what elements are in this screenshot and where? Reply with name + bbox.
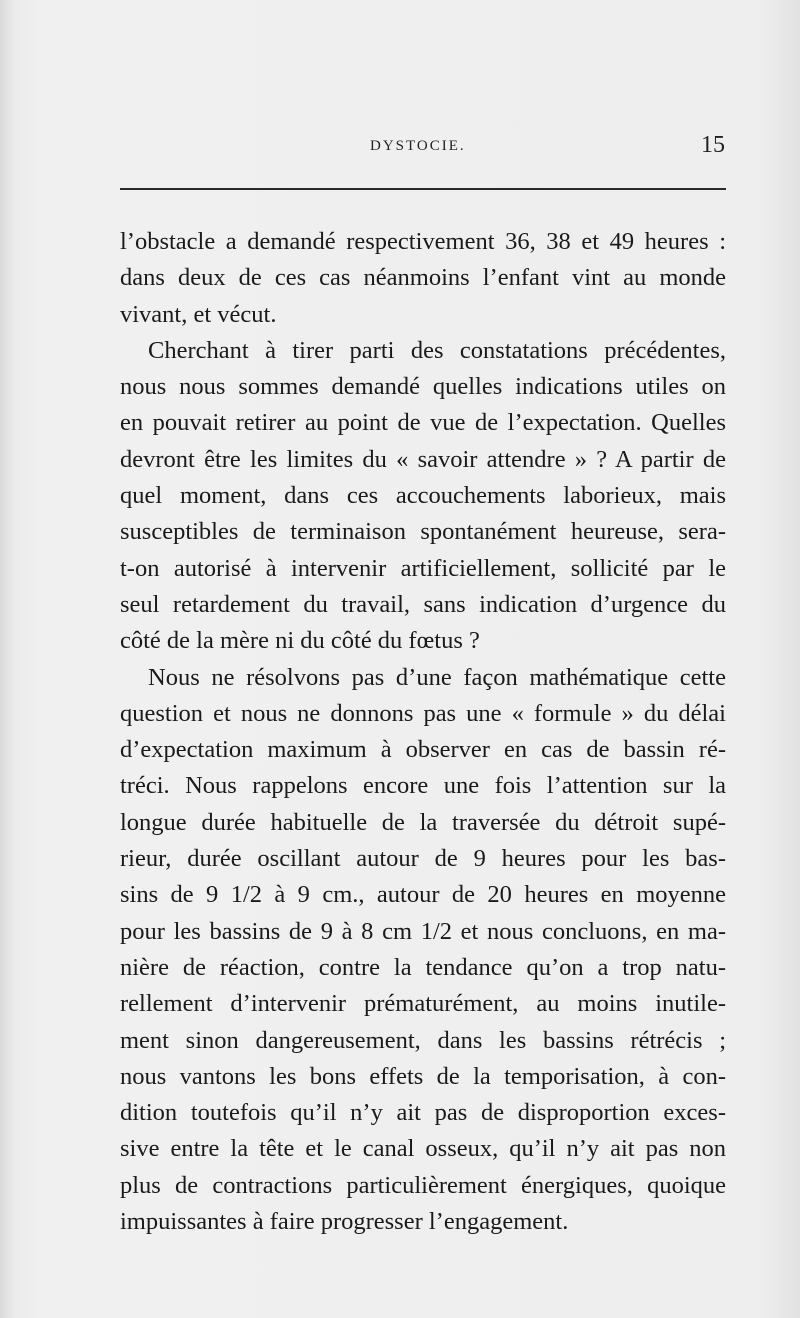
text-line: plus de contractions particulièrement énergiques, quoique bbox=[120, 1171, 726, 1199]
text-line: rieur, durée oscillant autour de 9 heures pour les bas- bbox=[120, 845, 726, 873]
text-line: impuissantes à faire progresser l’engagement. bbox=[120, 1208, 569, 1236]
text-line: nous nous sommes demandé quelles indications utiles on bbox=[120, 373, 726, 401]
text-line: susceptibles de terminaison spontanément heureuse, sera- bbox=[120, 518, 726, 546]
text-line: seul retardement du travail, sans indication d’urgence du bbox=[120, 590, 726, 618]
text-line: Cherchant à tirer parti des constatations précédentes, bbox=[148, 336, 726, 364]
text-line: nière de réaction, contre la tendance qu’on a trop natu- bbox=[120, 953, 726, 981]
text-line: t-on autorisé à intervenir artificiellement, sollicité par le bbox=[120, 554, 726, 582]
text-line: en pouvait retirer au point de vue de l’expectation. Quelles bbox=[120, 409, 726, 437]
text-line: question et nous ne donnons pas une « formule » du délai bbox=[120, 699, 726, 727]
text-line: rellement d’intervenir prématurément, au moins inutile- bbox=[120, 990, 726, 1018]
text-line: nous vantons les bons effets de la temporisation, à con- bbox=[120, 1062, 726, 1090]
text-line: vivant, et vécut. bbox=[120, 300, 277, 328]
text-line: côté de la mère ni du côté du fœtus ? bbox=[120, 627, 480, 655]
text-line: l’obstacle a demandé respectivement 36, 38 et 49 heures : bbox=[120, 228, 726, 255]
text-line: pour les bassins de 9 à 8 cm 1/2 et nous concluons, en ma- bbox=[120, 917, 726, 945]
text-line: dans deux de ces cas néanmoins l’enfant vint au monde bbox=[120, 264, 726, 292]
text-line: ment sinon dangereusement, dans les bassins rétrécis ; bbox=[120, 1026, 726, 1054]
header-rule bbox=[120, 188, 726, 190]
page-header bbox=[120, 132, 725, 162]
text-line: dition toutefois qu’il n’y ait pas de disproportion exces- bbox=[120, 1099, 726, 1127]
text-line: sive entre la tête et le canal osseux, qu’il n’y ait pas non bbox=[120, 1135, 726, 1163]
page-number: 15 bbox=[701, 132, 725, 158]
body-text bbox=[120, 224, 726, 1240]
text-line: longue durée habituelle de la traversée du détroit supé- bbox=[120, 808, 726, 836]
text-line: tréci. Nous rappelons encore une fois l’attention sur la bbox=[120, 772, 726, 800]
text-line: d’expectation maximum à observer en cas de bassin ré- bbox=[120, 736, 726, 764]
text-line: sins de 9 1/2 à 9 cm., autour de 20 heures en moyenne bbox=[120, 881, 726, 909]
text-line: devront être les limites du « savoir attendre » ? A partir de bbox=[120, 445, 726, 473]
running-title: DYSTOCIE. bbox=[370, 138, 466, 154]
text-line: quel moment, dans ces accouchements laborieux, mais bbox=[120, 482, 726, 510]
text-line: Nous ne résolvons pas d’une façon mathématique cette bbox=[148, 663, 726, 691]
